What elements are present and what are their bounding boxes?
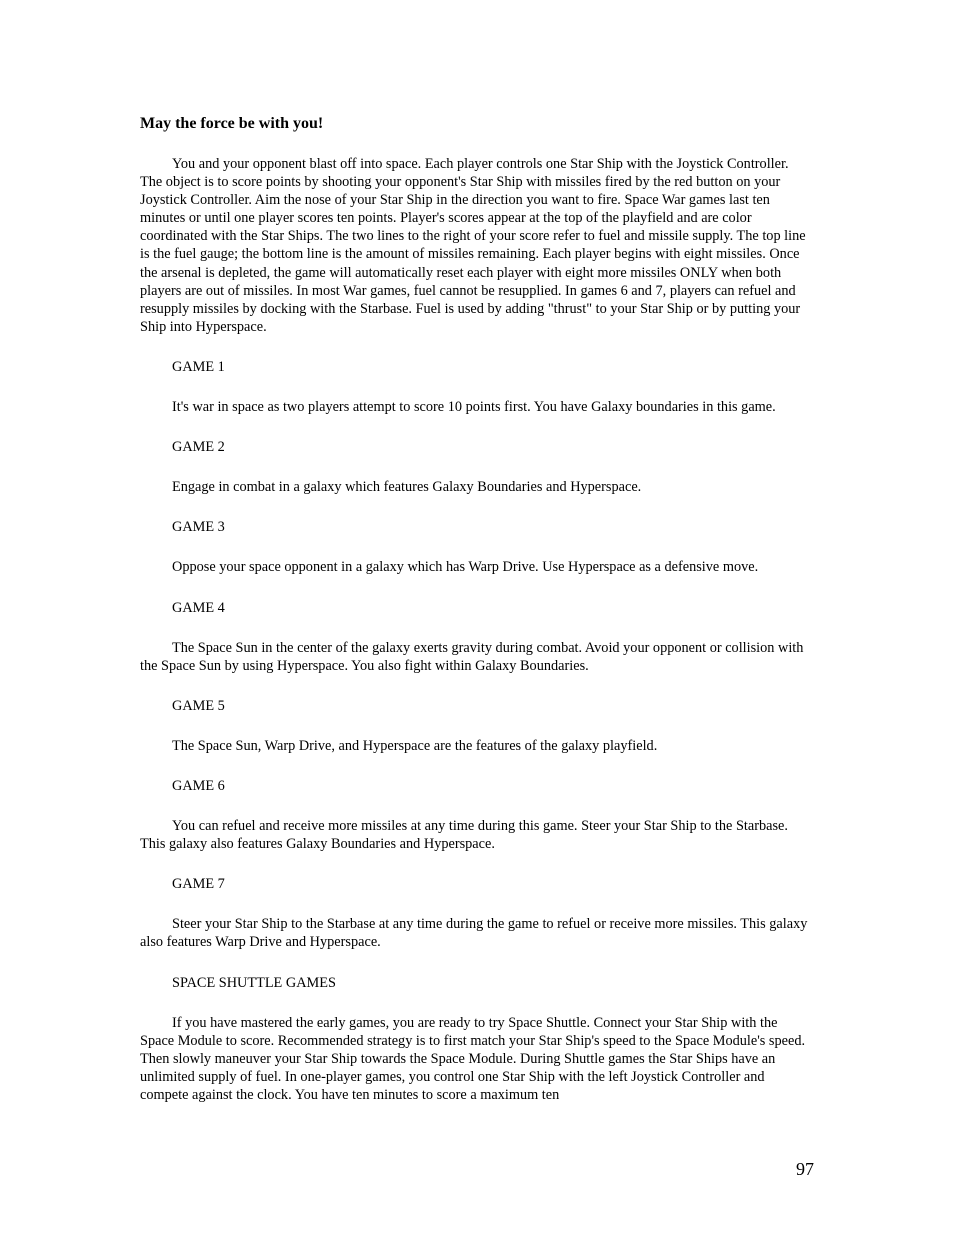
game-7-description: Steer your Star Ship to the Starbase at any time during the game to refuel or receive more missiles. This galaxy also features Warp Drive and Hyperspace.	[140, 916, 808, 951]
game-3-heading: GAME 3	[172, 519, 225, 536]
game-5-description: The Space Sun, Warp Drive, and Hyperspace are the features of the galaxy playfield.	[172, 737, 658, 754]
game-2-heading: GAME 2	[172, 439, 225, 456]
game-6-description: You can refuel and receive more missiles at any time during this game. Steer your Star Ship to the Starbase. This galaxy also features Galaxy Boundaries and Hyperspace.	[140, 818, 788, 853]
game-3-description: Oppose your space opponent in a galaxy which has Warp Drive. Use Hyperspace as a defensive move.	[172, 559, 759, 576]
game-7-heading: GAME 7	[172, 876, 225, 893]
intro-paragraph: You and your opponent blast off into space. Each player controls one Star Ship with the Joystick Controller. The object is to score points by shooting your opponent's Star Ship with missiles fired by the red button on your Joystick Controller. Aim the nose of your Star Ship in the direction you want to fire. Space War games last ten minutes or until one player scores ten points. Player's scores appear at the top of the playfield and are color coordinated with the Star Ships. The two lines to the right of your score refer to fuel and missile supply. The top line is the fuel gauge; the bottom line is the amount of missiles remaining. Each player begins with eight missiles. Once the arsenal is depleted, the game will automatically reset each player with eight more missiles ONLY when both players are out of missiles. In most War games, fuel cannot be resupplied. In games 6 and 7, players can refuel and resupply missiles by docking with the Starbase. Fuel is used by adding "thrust" to your Star Ship or by putting your Ship into Hyperspace.	[140, 156, 806, 335]
text-blocks	[140, 155, 814, 1104]
game-1-heading: GAME 1	[172, 358, 225, 375]
space-shuttle-heading: SPACE SHUTTLE GAMES	[172, 974, 336, 991]
game-1-description: It's war in space as two players attempt to score 10 points first. You have Galaxy boundaries in this game.	[172, 399, 776, 416]
space-shuttle-description: If you have mastered the early games, you are ready to try Space Shuttle. Connect your Star Ship with the Space Module to score. Recommended strategy is to first match your Star Ship's speed to the Space Module's speed. Then slowly maneuver your Star Ship towards the Space Module. During Shuttle games the Star Ships have an unlimited supply of fuel. In one-player games, you control one Star Ship with the left Joystick Controller and compete against the clock. You have ten minutes to score a maximum ten	[140, 1014, 806, 1103]
page-number: 97	[796, 1159, 814, 1179]
game-4-description: The Space Sun in the center of the galaxy exerts gravity during combat. Avoid your opponent or collision with the Space Sun by using Hyperspace. You also fight within Galaxy Boundaries.	[140, 639, 804, 674]
section-heading: May the force be with you!	[140, 115, 324, 132]
game-5-heading: GAME 5	[172, 697, 225, 714]
game-4-heading: GAME 4	[172, 599, 225, 616]
game-6-heading: GAME 6	[172, 777, 225, 794]
game-2-description: Engage in combat in a galaxy which features Galaxy Boundaries and Hyperspace.	[172, 479, 642, 496]
